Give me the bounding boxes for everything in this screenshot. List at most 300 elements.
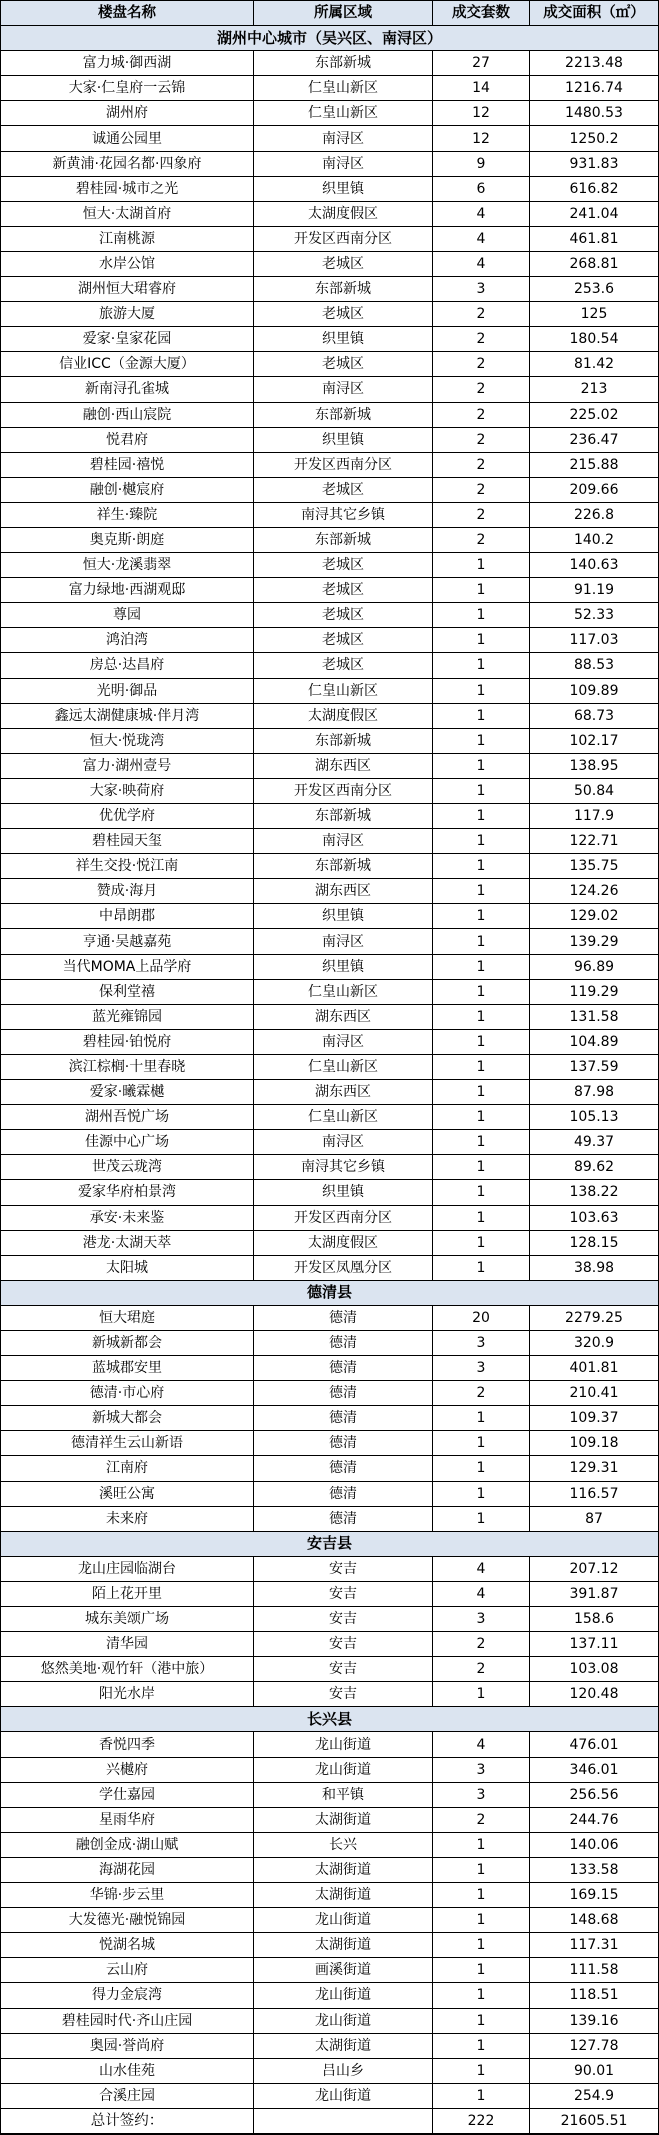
project-name-cell: 尊园 [1, 603, 254, 628]
district-cell: 老城区 [254, 603, 433, 628]
area-cell: 320.9 [530, 1331, 658, 1356]
project-name-cell: 湖州恒大珺睿府 [1, 277, 254, 302]
district-cell: 仁皇山新区 [254, 1055, 433, 1080]
district-cell: 湖东西区 [254, 1005, 433, 1030]
area-cell: 87 [530, 1507, 658, 1532]
district-cell: 龙山街道 [254, 1908, 433, 1933]
project-name-cell: 学仕嘉园 [1, 1783, 254, 1808]
project-name-cell: 陌上花开里 [1, 1582, 254, 1607]
table-row [1, 1406, 658, 1431]
area-cell: 125 [530, 302, 658, 327]
table-row [1, 1983, 658, 2008]
table-row [1, 478, 658, 503]
district-cell: 德清 [254, 1431, 433, 1456]
district-cell: 织里镇 [254, 327, 433, 352]
table-row [1, 1231, 658, 1256]
project-name-cell: 蓝城郡安里 [1, 1356, 254, 1381]
area-cell: 111.58 [530, 1958, 658, 1983]
table-row [1, 1758, 658, 1783]
district-cell: 东部新城 [254, 804, 433, 829]
table-row [1, 955, 658, 980]
area-cell: 169.15 [530, 1883, 658, 1908]
district-cell: 安吉 [254, 1657, 433, 1682]
area-cell: 116.57 [530, 1482, 658, 1507]
units-cell: 2 [433, 1657, 530, 1682]
units-cell: 3 [433, 1356, 530, 1381]
project-name-cell: 华锦·步云里 [1, 1883, 254, 1908]
units-cell: 2 [433, 478, 530, 503]
table-row [1, 1130, 658, 1155]
area-cell: 1480.53 [530, 101, 658, 126]
table-row [1, 1456, 658, 1481]
district-cell: 龙山街道 [254, 2009, 433, 2034]
area-cell: 158.6 [530, 1607, 658, 1632]
area-cell: 401.81 [530, 1356, 658, 1381]
district-cell: 仁皇山新区 [254, 679, 433, 704]
district-cell: 东部新城 [254, 528, 433, 553]
area-cell: 138.22 [530, 1180, 658, 1205]
table-row [1, 578, 658, 603]
units-cell: 1 [433, 553, 530, 578]
units-cell: 27 [433, 51, 530, 76]
area-cell: 105.13 [530, 1105, 658, 1130]
district-cell: 老城区 [254, 352, 433, 377]
section-title: 长兴县 [1, 1707, 658, 1732]
table-row [1, 553, 658, 578]
district-cell: 东部新城 [254, 854, 433, 879]
units-cell: 2 [433, 352, 530, 377]
area-cell: 88.53 [530, 653, 658, 678]
area-cell: 52.33 [530, 603, 658, 628]
project-name-cell: 光明·御品 [1, 679, 254, 704]
project-name-cell: 祥生交投·悦江南 [1, 854, 254, 879]
table-row [1, 327, 658, 352]
project-name-cell: 星雨华府 [1, 1808, 254, 1833]
area-cell: 89.62 [530, 1155, 658, 1180]
district-cell: 织里镇 [254, 904, 433, 929]
project-name-cell: 江南府 [1, 1456, 254, 1481]
area-cell: 180.54 [530, 327, 658, 352]
section-title: 安吉县 [1, 1532, 658, 1557]
district-cell: 仁皇山新区 [254, 980, 433, 1005]
header-area-sold: 成交面积（㎡） [530, 1, 658, 26]
district-cell: 太湖度假区 [254, 704, 433, 729]
district-cell: 南浔区 [254, 152, 433, 177]
units-cell: 2 [433, 453, 530, 478]
table-row [1, 1431, 658, 1456]
units-cell: 2 [433, 403, 530, 428]
units-cell: 1 [433, 1833, 530, 1858]
project-name-cell: 兴樾府 [1, 1758, 254, 1783]
table-row [1, 704, 658, 729]
table-row [1, 1732, 658, 1757]
table-row [1, 1607, 658, 1632]
district-cell: 东部新城 [254, 277, 433, 302]
units-cell: 1 [433, 1080, 530, 1105]
project-name-cell: 房总·达昌府 [1, 653, 254, 678]
table-row [1, 428, 658, 453]
table-row [1, 1908, 658, 1933]
project-name-cell: 恒大·太湖首府 [1, 202, 254, 227]
table-row [1, 904, 658, 929]
project-name-cell: 恒大·悦珑湾 [1, 729, 254, 754]
header-units-sold: 成交套数 [433, 1, 530, 26]
district-cell: 织里镇 [254, 177, 433, 202]
area-cell: 253.6 [530, 277, 658, 302]
table-row [1, 177, 658, 202]
area-cell: 476.01 [530, 1732, 658, 1757]
project-name-cell: 碧桂园时代·齐山庄园 [1, 2009, 254, 2034]
units-cell: 2 [433, 327, 530, 352]
area-cell: 122.71 [530, 829, 658, 854]
district-cell: 南浔区 [254, 126, 433, 151]
table-row [1, 277, 658, 302]
units-cell: 1 [433, 1155, 530, 1180]
project-name-cell: 湖州府 [1, 101, 254, 126]
project-name-cell: 滨江棕榈·十里春晓 [1, 1055, 254, 1080]
units-cell: 1 [433, 1030, 530, 1055]
table-row [1, 879, 658, 904]
area-cell: 207.12 [530, 1557, 658, 1582]
units-cell: 1 [433, 1983, 530, 2008]
units-cell: 4 [433, 1732, 530, 1757]
table-row [1, 1030, 658, 1055]
district-cell: 和平镇 [254, 1783, 433, 1808]
area-cell: 104.89 [530, 1030, 658, 1055]
table-row [1, 729, 658, 754]
table-row [1, 1356, 658, 1381]
district-cell: 太湖街道 [254, 1883, 433, 1908]
units-cell: 20 [433, 1306, 530, 1331]
project-name-cell: 大家·映荷府 [1, 779, 254, 804]
project-name-cell: 得力金宸湾 [1, 1983, 254, 2008]
total-label: 总计签约： [1, 2109, 254, 2134]
district-cell: 老城区 [254, 653, 433, 678]
district-cell: 老城区 [254, 302, 433, 327]
project-name-cell: 碧桂园天玺 [1, 829, 254, 854]
project-name-cell: 富力城·御西湖 [1, 51, 254, 76]
district-cell: 太湖街道 [254, 1858, 433, 1883]
units-cell: 2 [433, 428, 530, 453]
units-cell: 1 [433, 854, 530, 879]
table-row [1, 1933, 658, 1958]
area-cell: 210.41 [530, 1381, 658, 1406]
header-district: 所属区域 [254, 1, 433, 26]
table-row [1, 1808, 658, 1833]
table-row [1, 1180, 658, 1205]
project-name-cell: 爱家·皇家花园 [1, 327, 254, 352]
district-cell: 织里镇 [254, 1180, 433, 1205]
project-name-cell: 城东美颂广场 [1, 1607, 254, 1632]
district-cell: 开发区西南分区 [254, 1206, 433, 1231]
table-row [1, 1833, 658, 1858]
district-cell: 龙山街道 [254, 1758, 433, 1783]
project-name-cell: 当代MOMA上品学府 [1, 955, 254, 980]
area-cell: 346.01 [530, 1758, 658, 1783]
project-name-cell: 富力·湖州壹号 [1, 754, 254, 779]
table-row [1, 1331, 658, 1356]
area-cell: 120.48 [530, 1682, 658, 1707]
table-row [1, 854, 658, 879]
units-cell: 1 [433, 804, 530, 829]
area-cell: 931.83 [530, 152, 658, 177]
project-name-cell: 大家·仁皇府一云锦 [1, 76, 254, 101]
district-cell: 织里镇 [254, 428, 433, 453]
area-cell: 254.9 [530, 2084, 658, 2109]
project-name-cell: 信业ICC（金源大厦） [1, 352, 254, 377]
project-name-cell: 蓝光雍锦园 [1, 1005, 254, 1030]
project-name-cell: 恒大珺庭 [1, 1306, 254, 1331]
district-cell: 东部新城 [254, 403, 433, 428]
project-name-cell: 碧桂园·禧悦 [1, 453, 254, 478]
district-cell: 安吉 [254, 1582, 433, 1607]
project-name-cell: 海湖花园 [1, 1858, 254, 1883]
units-cell: 1 [433, 2084, 530, 2109]
project-name-cell: 龙山庄园临湖台 [1, 1557, 254, 1582]
units-cell: 1 [433, 628, 530, 653]
project-name-cell: 亨通·吴越嘉苑 [1, 929, 254, 954]
district-cell: 德清 [254, 1406, 433, 1431]
district-cell: 南浔区 [254, 1030, 433, 1055]
units-cell: 1 [433, 1105, 530, 1130]
area-cell: 117.31 [530, 1933, 658, 1958]
table-row [1, 377, 658, 402]
area-cell: 225.02 [530, 403, 658, 428]
project-name-cell: 新城新都会 [1, 1331, 254, 1356]
units-cell: 3 [433, 1607, 530, 1632]
project-name-cell: 融创·西山宸院 [1, 403, 254, 428]
area-cell: 90.01 [530, 2059, 658, 2084]
units-cell: 1 [433, 1507, 530, 1532]
table-row [1, 1858, 658, 1883]
units-cell: 4 [433, 227, 530, 252]
district-cell: 开发区西南分区 [254, 453, 433, 478]
table-row [1, 1306, 658, 1331]
area-cell: 140.2 [530, 528, 658, 553]
units-cell: 3 [433, 277, 530, 302]
table-row [1, 1005, 658, 1030]
units-cell: 1 [433, 754, 530, 779]
district-cell: 太湖街道 [254, 2034, 433, 2059]
units-cell: 1 [433, 1908, 530, 1933]
area-cell: 268.81 [530, 252, 658, 277]
area-cell: 135.75 [530, 854, 658, 879]
project-name-cell: 融创金成·湖山赋 [1, 1833, 254, 1858]
units-cell: 4 [433, 252, 530, 277]
area-cell: 87.98 [530, 1080, 658, 1105]
project-name-cell: 大发德光·融悦锦园 [1, 1908, 254, 1933]
area-cell: 128.15 [530, 1231, 658, 1256]
project-name-cell: 德清祥生云山新语 [1, 1431, 254, 1456]
area-cell: 244.76 [530, 1808, 658, 1833]
project-name-cell: 溪旺公寓 [1, 1482, 254, 1507]
area-cell: 241.04 [530, 202, 658, 227]
units-cell: 1 [433, 1406, 530, 1431]
units-cell: 1 [433, 1231, 530, 1256]
district-cell: 太湖度假区 [254, 1231, 433, 1256]
district-cell: 画溪街道 [254, 1958, 433, 1983]
table-row [1, 2034, 658, 2059]
section-title-row [1, 1532, 658, 1557]
total-empty-cell [254, 2109, 433, 2134]
project-name-cell: 合溪庄园 [1, 2084, 254, 2109]
district-cell: 太湖街道 [254, 1808, 433, 1833]
area-cell: 127.78 [530, 2034, 658, 2059]
area-cell: 137.11 [530, 1632, 658, 1657]
table-row [1, 1557, 658, 1582]
district-cell: 湖东西区 [254, 1080, 433, 1105]
units-cell: 1 [433, 829, 530, 854]
project-name-cell: 德清·市心府 [1, 1381, 254, 1406]
table-row [1, 603, 658, 628]
table-row [1, 779, 658, 804]
project-name-cell: 江南桃源 [1, 227, 254, 252]
project-name-cell: 碧桂园·铂悦府 [1, 1030, 254, 1055]
area-cell: 616.82 [530, 177, 658, 202]
district-cell: 德清 [254, 1381, 433, 1406]
total-row [1, 2109, 658, 2134]
area-cell: 117.03 [530, 628, 658, 653]
district-cell: 湖东西区 [254, 754, 433, 779]
units-cell: 1 [433, 1456, 530, 1481]
area-cell: 215.88 [530, 453, 658, 478]
area-cell: 109.18 [530, 1431, 658, 1456]
project-name-cell: 诚通公园里 [1, 126, 254, 151]
project-name-cell: 新黄浦·花园名都·四象府 [1, 152, 254, 177]
project-name-cell: 祥生·臻院 [1, 503, 254, 528]
units-cell: 4 [433, 1582, 530, 1607]
project-name-cell: 碧桂园·城市之光 [1, 177, 254, 202]
table-row [1, 1783, 658, 1808]
area-cell: 140.06 [530, 1833, 658, 1858]
district-cell: 老城区 [254, 578, 433, 603]
project-name-cell: 恒大·龙溪翡翠 [1, 553, 254, 578]
project-name-cell: 保利堂禧 [1, 980, 254, 1005]
units-cell: 1 [433, 2034, 530, 2059]
units-cell: 1 [433, 1005, 530, 1030]
header-project-name: 楼盘名称 [1, 1, 254, 26]
district-cell: 开发区西南分区 [254, 779, 433, 804]
units-cell: 3 [433, 1783, 530, 1808]
project-name-cell: 悦君府 [1, 428, 254, 453]
district-cell: 开发区西南分区 [254, 227, 433, 252]
units-cell: 1 [433, 1958, 530, 1983]
area-cell: 133.58 [530, 1858, 658, 1883]
district-cell: 老城区 [254, 553, 433, 578]
district-cell: 安吉 [254, 1607, 433, 1632]
district-cell: 老城区 [254, 628, 433, 653]
district-cell: 安吉 [254, 1557, 433, 1582]
units-cell: 1 [433, 578, 530, 603]
project-name-cell: 奥园·誉尚府 [1, 2034, 254, 2059]
units-cell: 4 [433, 1557, 530, 1582]
area-cell: 226.8 [530, 503, 658, 528]
units-cell: 3 [433, 1331, 530, 1356]
district-cell: 老城区 [254, 478, 433, 503]
units-cell: 1 [433, 1206, 530, 1231]
district-cell: 安吉 [254, 1632, 433, 1657]
area-cell: 140.63 [530, 553, 658, 578]
table-row [1, 51, 658, 76]
district-cell: 德清 [254, 1356, 433, 1381]
table-row [1, 1206, 658, 1231]
project-name-cell: 世茂云珑湾 [1, 1155, 254, 1180]
area-cell: 49.37 [530, 1130, 658, 1155]
table-row [1, 1482, 658, 1507]
district-cell: 德清 [254, 1507, 433, 1532]
table-row [1, 1055, 658, 1080]
area-cell: 129.31 [530, 1456, 658, 1481]
table-row [1, 503, 658, 528]
area-cell: 236.47 [530, 428, 658, 453]
units-cell: 2 [433, 1381, 530, 1406]
district-cell: 龙山街道 [254, 2084, 433, 2109]
project-name-cell: 悠然美地·观竹轩（港中旅） [1, 1657, 254, 1682]
area-cell: 139.16 [530, 2009, 658, 2034]
project-name-cell: 富力绿地·西湖观邸 [1, 578, 254, 603]
total-area: 21605.51 [530, 2109, 658, 2134]
units-cell: 1 [433, 704, 530, 729]
area-cell: 102.17 [530, 729, 658, 754]
area-cell: 91.19 [530, 578, 658, 603]
project-name-cell: 优优学府 [1, 804, 254, 829]
project-name-cell: 太阳城 [1, 1256, 254, 1281]
table-row [1, 679, 658, 704]
project-name-cell: 新南浔孔雀城 [1, 377, 254, 402]
units-cell: 2 [433, 503, 530, 528]
units-cell: 1 [433, 779, 530, 804]
table-row [1, 829, 658, 854]
table-row [1, 1883, 658, 1908]
table-header-row [1, 1, 658, 26]
section-title: 湖州中心城市（吴兴区、南浔区） [1, 26, 658, 51]
district-cell: 织里镇 [254, 955, 433, 980]
table-row [1, 804, 658, 829]
district-cell: 东部新城 [254, 729, 433, 754]
district-cell: 仁皇山新区 [254, 76, 433, 101]
table-row [1, 352, 658, 377]
district-cell: 龙山街道 [254, 1983, 433, 2008]
district-cell: 南浔区 [254, 377, 433, 402]
table-row [1, 628, 658, 653]
district-cell: 长兴 [254, 1833, 433, 1858]
area-cell: 68.73 [530, 704, 658, 729]
units-cell: 1 [433, 980, 530, 1005]
table-row [1, 227, 658, 252]
table-row [1, 1682, 658, 1707]
units-cell: 1 [433, 1130, 530, 1155]
table-row [1, 202, 658, 227]
units-cell: 1 [433, 729, 530, 754]
area-cell: 50.84 [530, 779, 658, 804]
project-name-cell: 爱家华府柏景湾 [1, 1180, 254, 1205]
table-row [1, 302, 658, 327]
area-cell: 124.26 [530, 879, 658, 904]
project-name-cell: 赞成·海月 [1, 879, 254, 904]
table-row [1, 1632, 658, 1657]
units-cell: 2 [433, 377, 530, 402]
area-cell: 103.63 [530, 1206, 658, 1231]
total-units: 222 [433, 2109, 530, 2134]
area-cell: 109.37 [530, 1406, 658, 1431]
table-row [1, 1381, 658, 1406]
units-cell: 12 [433, 101, 530, 126]
district-cell: 仁皇山新区 [254, 1105, 433, 1130]
project-name-cell: 爱家·曦霖樾 [1, 1080, 254, 1105]
area-cell: 1250.2 [530, 126, 658, 151]
table-row [1, 2059, 658, 2084]
district-cell: 德清 [254, 1331, 433, 1356]
